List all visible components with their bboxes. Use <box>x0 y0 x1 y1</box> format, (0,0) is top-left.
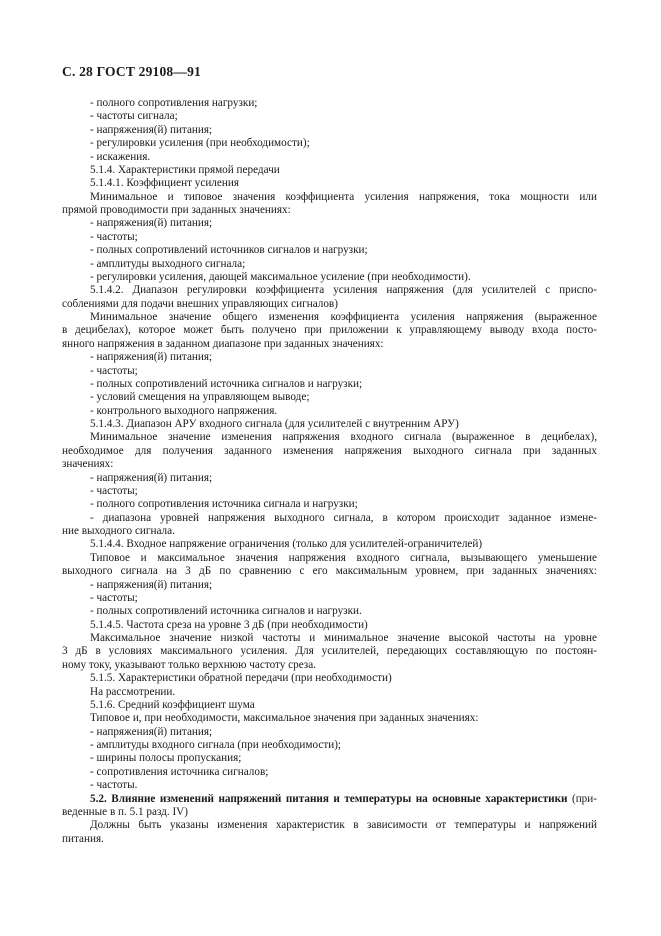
line-text: - искажения. <box>90 150 151 163</box>
text-line <box>62 164 597 177</box>
text-line <box>62 819 597 832</box>
line-text: - регулировки усиления, дающей максимальное усиление (при необходимости). <box>90 270 471 283</box>
text-line <box>62 605 597 618</box>
line-text: - частоты; <box>90 484 138 497</box>
line-text: - напряжения(й) питания; <box>90 123 213 136</box>
line-text: - напряжения(й) питания; <box>90 351 213 364</box>
line-text: выходного сигнала на 3 дБ по сравнению с его максимальным уровнем, при заданных значениях: <box>62 565 597 578</box>
line-text: - контрольного выходного напряжения. <box>90 404 278 417</box>
text-line <box>62 298 597 311</box>
line-text: - условий смещения на управляющем выводе; <box>90 391 310 404</box>
text-line <box>62 779 597 792</box>
text-line <box>62 672 597 685</box>
line-text: - полных сопротивлений источников сигналов и нагрузки; <box>90 244 368 257</box>
text-line <box>62 498 597 511</box>
line-text: 5.1.6. Средний коэффициент шума <box>90 698 255 711</box>
text-line <box>62 726 597 739</box>
text-line <box>62 378 597 391</box>
text-line <box>62 565 597 578</box>
page-header: С. 28 ГОСТ 29108—91 <box>62 64 201 79</box>
line-text: веденные в п. 5.1 разд. IV) <box>62 805 188 818</box>
text-line <box>62 110 597 123</box>
text-line <box>62 311 597 324</box>
line-text: значениях: <box>62 458 114 471</box>
line-text: - напряжения(й) питания; <box>90 471 213 484</box>
line-text: - частоты. <box>90 779 138 792</box>
line-text: - напряжения(й) питания; <box>90 725 213 738</box>
line-text: - полного сопротивления источника сигнала и нагрузки; <box>90 498 358 511</box>
text-line <box>62 485 597 498</box>
text-line <box>62 351 597 364</box>
text-line <box>62 619 597 632</box>
text-line <box>62 217 597 230</box>
text-line <box>62 431 597 444</box>
line-text: 5.1.4.4. Входное напряжение ограничения (только для усилителей-ограничителей) <box>90 538 483 551</box>
line-text: - диапазона уровней напряжения выходного сигнала, в котором происходит заданное измене- <box>90 511 597 524</box>
text-line <box>62 472 597 485</box>
text-line <box>62 806 597 819</box>
line-text: 3 дБ в условиях максимального усиления. Для усилителей, передающих составляющую по постоян- <box>62 645 597 658</box>
text-line <box>62 512 597 525</box>
text-line <box>62 177 597 190</box>
text-line <box>62 365 597 378</box>
text-line <box>62 686 597 699</box>
text-line <box>62 191 597 204</box>
line-text: - напряжения(й) питания; <box>90 578 213 591</box>
line-text: янного напряжения в заданном диапазоне при заданных значениях: <box>62 337 384 350</box>
line-text: питания. <box>62 832 104 845</box>
line-text: ние выходного сигнала. <box>62 525 175 537</box>
line-text: Максимальное значение низкой частоты и минимальное значение высокой частоты на уровне <box>90 632 597 644</box>
text-line <box>62 231 597 244</box>
text-line <box>62 284 597 297</box>
line-text: необходимое для получения заданного изменения напряжения выходного сигнала при заданных <box>62 444 597 457</box>
text-line <box>62 151 597 164</box>
text-line <box>62 405 597 418</box>
line-text: Должны быть указаны изменения характеристик в зависимости от температуры и напряжений <box>90 819 597 832</box>
line-text: соблениями для подачи внешних управляющих сигналов) <box>62 297 338 310</box>
text-line <box>62 204 597 217</box>
text-line <box>62 324 597 337</box>
line-text: 5.1.4.5. Частота среза на уровне 3 дБ (при необходимости) <box>90 618 368 631</box>
text-line <box>62 592 597 605</box>
text-line <box>62 793 597 806</box>
text-line <box>62 712 597 725</box>
text-line <box>62 739 597 752</box>
line-text: - амплитуды входного сигнала (при необходимости); <box>90 739 342 751</box>
line-text: - амплитуды выходного сигнала; <box>90 257 246 270</box>
line-text: - частоты; <box>90 364 138 377</box>
text-line <box>62 538 597 551</box>
line-text: - полных сопротивлений источника сигналов и нагрузки. <box>90 605 362 618</box>
text-line <box>62 458 597 471</box>
line-text: 5.1.5. Характеристики обратной передачи (при необходимости) <box>90 672 392 685</box>
line-text: прямой проводимости при заданных значениях: <box>62 204 291 216</box>
text-line <box>62 338 597 351</box>
text-line <box>62 645 597 658</box>
line-text: - напряжения(й) питания; <box>90 217 213 230</box>
text-line <box>62 552 597 565</box>
text-line <box>62 391 597 404</box>
text-line <box>62 97 597 110</box>
text-line <box>62 244 597 257</box>
line-text: - полных сопротивлений источника сигналов и нагрузки; <box>90 377 363 390</box>
text-line <box>62 579 597 592</box>
text-line <box>62 137 597 150</box>
line-text: - частоты; <box>90 591 138 604</box>
line-text: На рассмотрении. <box>90 685 176 698</box>
text-line <box>62 525 597 538</box>
line-text: - регулировки усиления (при необходимости); <box>90 137 310 150</box>
line-text: 5.1.4.1. Коэффициент усиления <box>90 177 239 190</box>
text-line <box>62 632 597 645</box>
line-text: 5.1.4.2. Диапазон регулировки коэффициента усиления напряжения (для усилителей с приспо- <box>90 284 597 297</box>
line-text: Типовое и максимальное значения напряжения входного сигнала, вызывающего уменьшение <box>90 551 597 564</box>
line-text: Минимальное значение изменения напряжения входного сигнала (выраженное в децибелах), <box>90 431 597 444</box>
text-line <box>62 833 597 846</box>
line-text: - сопротивления источника сигналов; <box>90 765 269 778</box>
text-line <box>62 659 597 672</box>
text-line <box>62 766 597 779</box>
line-text: в децибелах), которое может быть получено при приложении к управляющему выводу входа посто- <box>62 324 597 337</box>
bold-heading: 5.2. Влияние изменений напряжений питания и температуры на основные характеристики <box>90 792 568 805</box>
line-text: - ширины полосы пропускания; <box>90 752 242 765</box>
text-line <box>62 124 597 137</box>
text-line <box>62 258 597 271</box>
document-body <box>62 97 597 846</box>
line-text: - полного сопротивления нагрузки; <box>90 97 258 109</box>
line-text: Минимальное значение общего изменения коэффициента усиления напряжения (выраженное <box>90 311 597 323</box>
text-line <box>62 418 597 431</box>
line-text: 5.1.4. Характеристики прямой передачи <box>90 163 280 176</box>
text-line <box>62 271 597 284</box>
text-line <box>62 445 597 458</box>
line-text: - частоты сигнала; <box>90 110 178 123</box>
line-text: Типовое и, при необходимости, максимальное значения при заданных значениях: <box>90 712 479 725</box>
line-text: - частоты; <box>90 230 138 243</box>
text-line <box>62 699 597 712</box>
line-text: 5.1.4.3. Диапазон АРУ входного сигнала (для усилителей с внутренним АРУ) <box>90 418 459 430</box>
line-text: ному току, указывают только верхнюю частоту среза. <box>62 658 316 671</box>
text-line <box>62 752 597 765</box>
line-text: Минимальное и типовое значения коэффициента усиления напряжения, тока мощности или <box>90 190 597 203</box>
line-text: (при- <box>567 792 597 805</box>
